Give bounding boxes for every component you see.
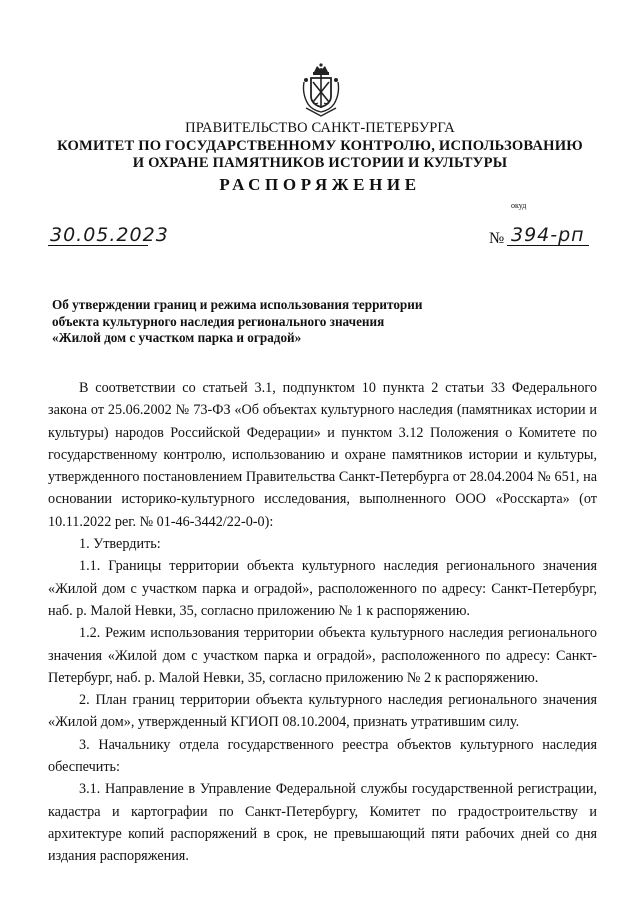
clause-1-2: 1.2. Режим использования территории объекта культурного наследия регионального значения «Жилой дом с участком парка и оградой», расположенного по адресу: Санкт-Петербург, наб. р. Малой Невки, 35, согласно приложению № 2 к распоряжению. xyxy=(48,625,597,686)
spb-coat-of-arms-icon xyxy=(300,62,342,118)
government-title: ПРАВИТЕЛЬСТВО САНКТ-ПЕТЕРБУРГА xyxy=(185,120,455,136)
subject-line-3: «Жилой дом с участком парка и оградой» xyxy=(52,330,302,345)
document-subject xyxy=(52,297,472,347)
number-underline xyxy=(507,245,589,246)
clause-3-1: 3.1. Направление в Управление Федеральной службы государственной регистрации, кадастра и картографии по Санкт-Петербургу, Комитет по градостроительству и архитектуре копий распоряжений в срок, не превышающий пяти рабочих дней со дня издания распоряжения. xyxy=(48,781,597,865)
number-sign: № xyxy=(489,230,505,247)
committee-title-line-1: КОМИТЕТ ПО ГОСУДАРСТВЕННОМУ КОНТРОЛЮ, ИСПОЛЬЗОВАНИЮ xyxy=(57,138,583,154)
document-number: 394-рп xyxy=(511,224,585,246)
clause-1: 1. Утвердить: xyxy=(79,536,161,553)
document-date: 30.05.2023 xyxy=(50,224,169,246)
clause-2: 2. План границ территории объекта культурного наследия регионального значения «Жилой дом», утвержденный КГИОП 08.10.2004, признать утратившим силу. xyxy=(48,692,597,731)
clause-3: 3. Начальнику отдела государственного реестра объектов культурного наследия обеспечить: xyxy=(48,736,597,776)
preamble-paragraph: В соответствии со статьей 3.1, подпунктом 10 пункта 2 статьи 33 Федерального закона от 25.06.2002 № 73-ФЗ «Об объектах культурного наследия (памятниках истории и культуры) народов Российской Федерации» и пунктом 3.12 Положения о Комитете по государственному контролю, использованию и охране памятников истории и культуры, утвержденного постановлением Правительства Санкт-Петербурга от 28.04.2004 № 651, на основании историко-культурного исследования, выполненного ООО «Росскарта» (от 10.11.2022 рег. № 01-46-3442/22-0-0): xyxy=(48,380,597,530)
subject-line-1: Об утверждении границ и режима использования территории xyxy=(52,297,423,312)
document-type: РАСПОРЯЖЕНИЕ xyxy=(219,175,421,194)
document-body xyxy=(48,377,597,868)
clause-1-1: 1.1. Границы территории объекта культурного наследия регионального значения «Жилой дом с участком парка и оградой», расположенного по адресу: Санкт-Петербург, наб. р. Малой Невки, 35, согласно приложению № 1 к распоряжению. xyxy=(48,558,597,619)
okud-label: окуд xyxy=(511,201,527,210)
date-underline xyxy=(48,245,148,246)
committee-title-line-2: И ОХРАНЕ ПАМЯТНИКОВ ИСТОРИИ И КУЛЬТУРЫ xyxy=(132,155,508,171)
subject-line-2: объекта культурного наследия регионального значения xyxy=(52,313,385,329)
